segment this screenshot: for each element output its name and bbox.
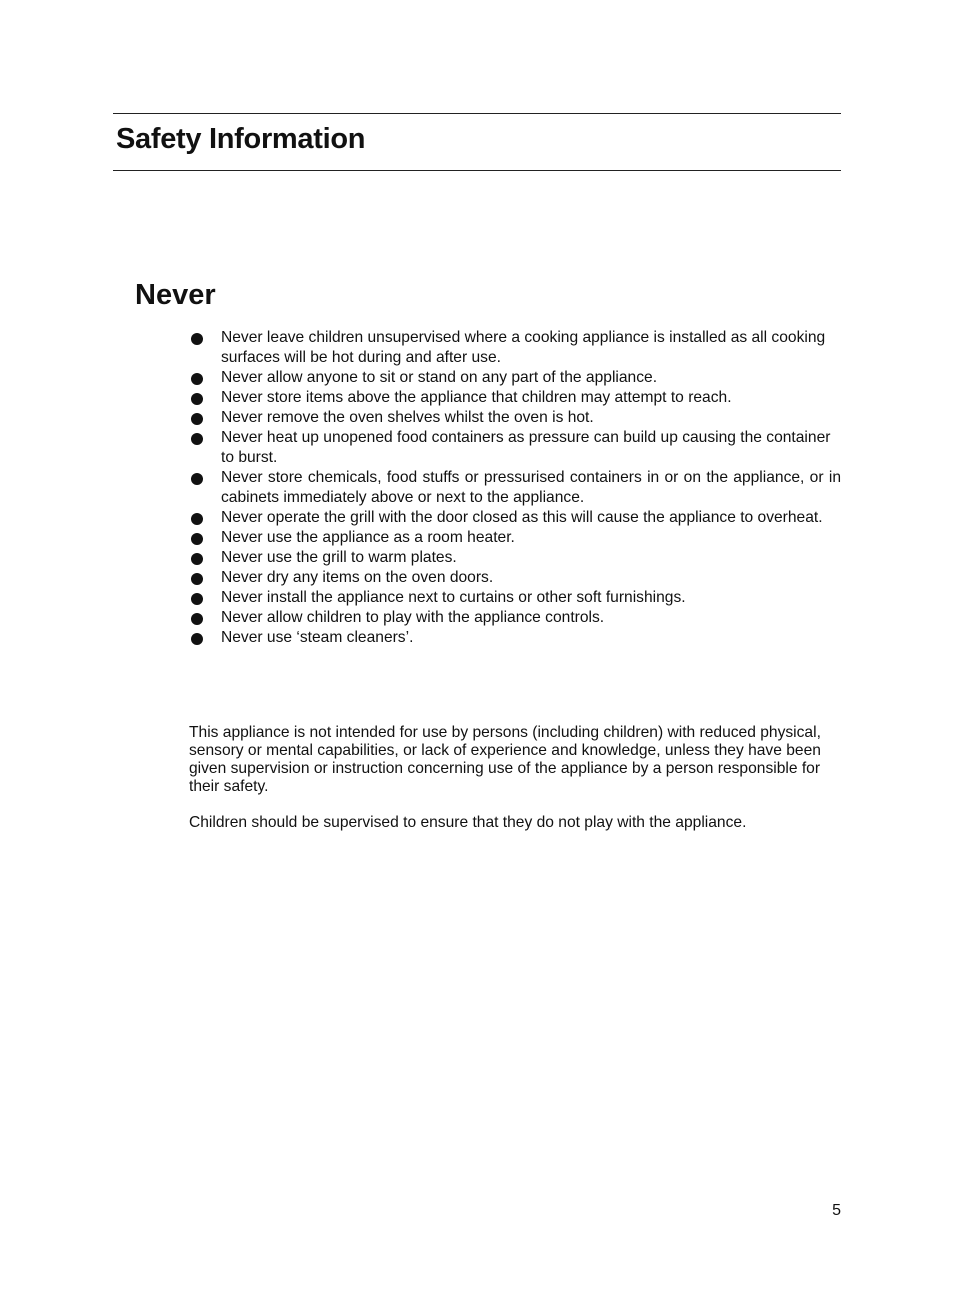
- list-item-text: Never store chemicals, food stuffs or pressurised containers in or on the appliance, or in cabinets immediately above or next to the appliance.: [221, 469, 841, 506]
- bullet-icon: [191, 473, 203, 485]
- list-item: [189, 428, 841, 468]
- list-item-text: Never dry any items on the oven doors.: [221, 569, 494, 586]
- list-item-text: Never use the appliance as a room heater.: [221, 529, 515, 546]
- header-bottom-rule: [113, 170, 841, 171]
- bullet-icon: [191, 433, 203, 445]
- list-item: [189, 548, 841, 568]
- bullet-icon: [191, 413, 203, 425]
- list-item: [189, 388, 841, 408]
- supervision-paragraph: Children should be supervised to ensure that they do not play with the appliance.: [189, 814, 747, 831]
- list-item: [189, 588, 841, 608]
- header-top-rule: [113, 113, 841, 114]
- list-item: [189, 528, 841, 548]
- page-number: 5: [832, 1202, 841, 1219]
- bullet-icon: [191, 373, 203, 385]
- list-item-text: Never use the grill to warm plates.: [221, 549, 457, 566]
- bullet-icon: [191, 333, 203, 345]
- list-item: [189, 328, 841, 368]
- bullet-icon: [191, 573, 203, 585]
- list-item-text: Never leave children unsupervised where a cooking appliance is installed as all cooking surfaces will be hot during and after use.: [221, 329, 826, 366]
- list-item: [189, 408, 841, 428]
- section-heading: Never: [135, 279, 216, 311]
- list-item: [189, 628, 841, 648]
- list-item: [189, 368, 841, 388]
- bullet-icon: [191, 513, 203, 525]
- list-item-text: Never operate the grill with the door closed as this will cause the appliance to overheat.: [221, 509, 823, 526]
- list-item-text: Never remove the oven shelves whilst the oven is hot.: [221, 409, 594, 426]
- bullet-icon: [191, 533, 203, 545]
- list-item: [189, 468, 841, 508]
- bullet-icon: [191, 553, 203, 565]
- bullet-icon: [191, 593, 203, 605]
- capabilities-paragraph: This appliance is not intended for use by persons (including children) with reduced physical, sensory or mental capabilities, or lack of experience and knowledge, unless they have been given supervision or instruction concerning use of the appliance by a person responsible for their safety.: [189, 724, 821, 795]
- never-list: [189, 328, 841, 648]
- list-item-text: Never install the appliance next to curtains or other soft furnishings.: [221, 589, 686, 606]
- list-item-text: Never use ‘steam cleaners’.: [221, 629, 414, 646]
- list-item: [189, 508, 841, 528]
- list-item-text: Never allow children to play with the appliance controls.: [221, 609, 605, 626]
- list-item: [189, 568, 841, 588]
- list-item-text: Never heat up unopened food containers as pressure can build up causing the container to burst.: [221, 429, 831, 466]
- page-title: Safety Information: [116, 123, 366, 155]
- list-item-text: Never store items above the appliance that children may attempt to reach.: [221, 389, 732, 406]
- bullet-icon: [191, 393, 203, 405]
- bullet-icon: [191, 633, 203, 645]
- list-item: [189, 608, 841, 628]
- bullet-icon: [191, 613, 203, 625]
- list-item-text: Never allow anyone to sit or stand on any part of the appliance.: [221, 369, 658, 386]
